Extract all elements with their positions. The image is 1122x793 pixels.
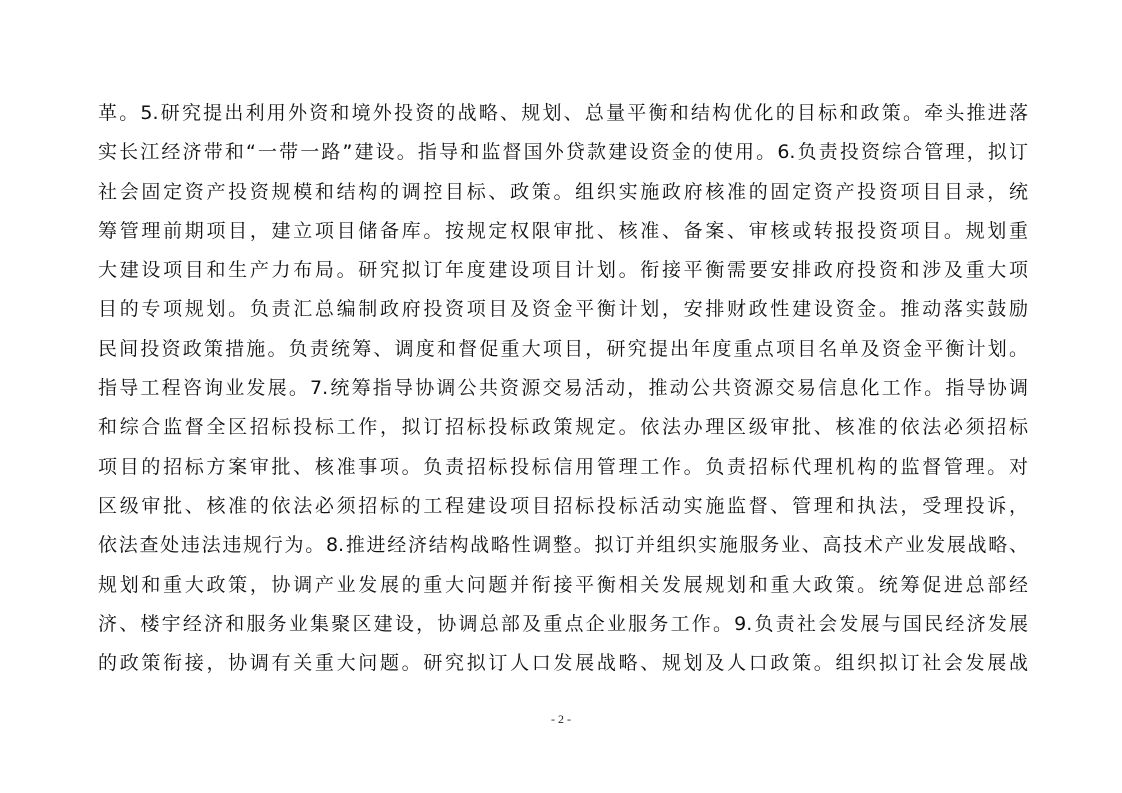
text-line: 民间投资政策措施。负责统筹、调度和督促重大项目，研究提出年度重点项目名单及资金平衡计划。 bbox=[98, 337, 1028, 360]
text-line: 目的专项规划。负责汇总编制政府投资项目及资金平衡计划，安排财政性建设资金。推动落实鼓励 bbox=[98, 298, 1028, 321]
text-line: 规划和重大政策，协调产业发展的重大问题并衔接平衡相关发展规划和重大政策。统筹促进总部经 bbox=[98, 573, 1028, 596]
text-line: 大建设项目和生产力布局。研究拟订年度建设项目计划。衔接平衡需要安排政府投资和涉及重大项 bbox=[98, 259, 1028, 282]
text-line: 实长江经济带和“一带一路”建设。指导和监督国外贷款建设资金的使用。6.负责投资综合管理，拟订 bbox=[98, 141, 1028, 164]
text-line: 区级审批、核准的依法必须招标的工程建设项目招标投标活动实施监督、管理和执法，受理投诉， bbox=[98, 494, 1028, 517]
text-line: 社会固定资产投资规模和结构的调控目标、政策。组织实施政府核准的固定资产投资项目目录，统 bbox=[98, 180, 1028, 203]
text-line: 依法查处违法违规行为。8.推进经济结构战略性调整。拟订并组织实施服务业、高技术产业发展战略、 bbox=[98, 534, 1028, 557]
text-line: 的政策衔接，协调有关重大问题。研究拟订人口发展战略、规划及人口政策。组织拟订社会发展战 bbox=[98, 652, 1028, 675]
text-line: 济、楼宇经济和服务业集聚区建设，协调总部及重点企业服务工作。9.负责社会发展与国民经济发展 bbox=[98, 612, 1028, 635]
body-text bbox=[98, 94, 1028, 683]
page-number: - 2 - bbox=[551, 712, 571, 726]
text-line: 革。5.研究提出利用外资和境外投资的战略、规划、总量平衡和结构优化的目标和政策。牵头推进落 bbox=[98, 102, 1028, 124]
text-line: 指导工程咨询业发展。7.统筹指导协调公共资源交易活动，推动公共资源交易信息化工作。指导协调 bbox=[98, 377, 1028, 400]
text-line: 和综合监督全区招标投标工作，拟订招标投标政策规定。依法办理区级审批、核准的依法必须招标 bbox=[98, 416, 1028, 439]
text-line: 筹管理前期项目，建立项目储备库。按规定权限审批、核准、备案、审核或转报投资项目。规划重 bbox=[98, 219, 1028, 242]
text-line: 项目的招标方案审批、核准事项。负责招标投标信用管理工作。负责招标代理机构的监督管理。对 bbox=[98, 455, 1028, 478]
